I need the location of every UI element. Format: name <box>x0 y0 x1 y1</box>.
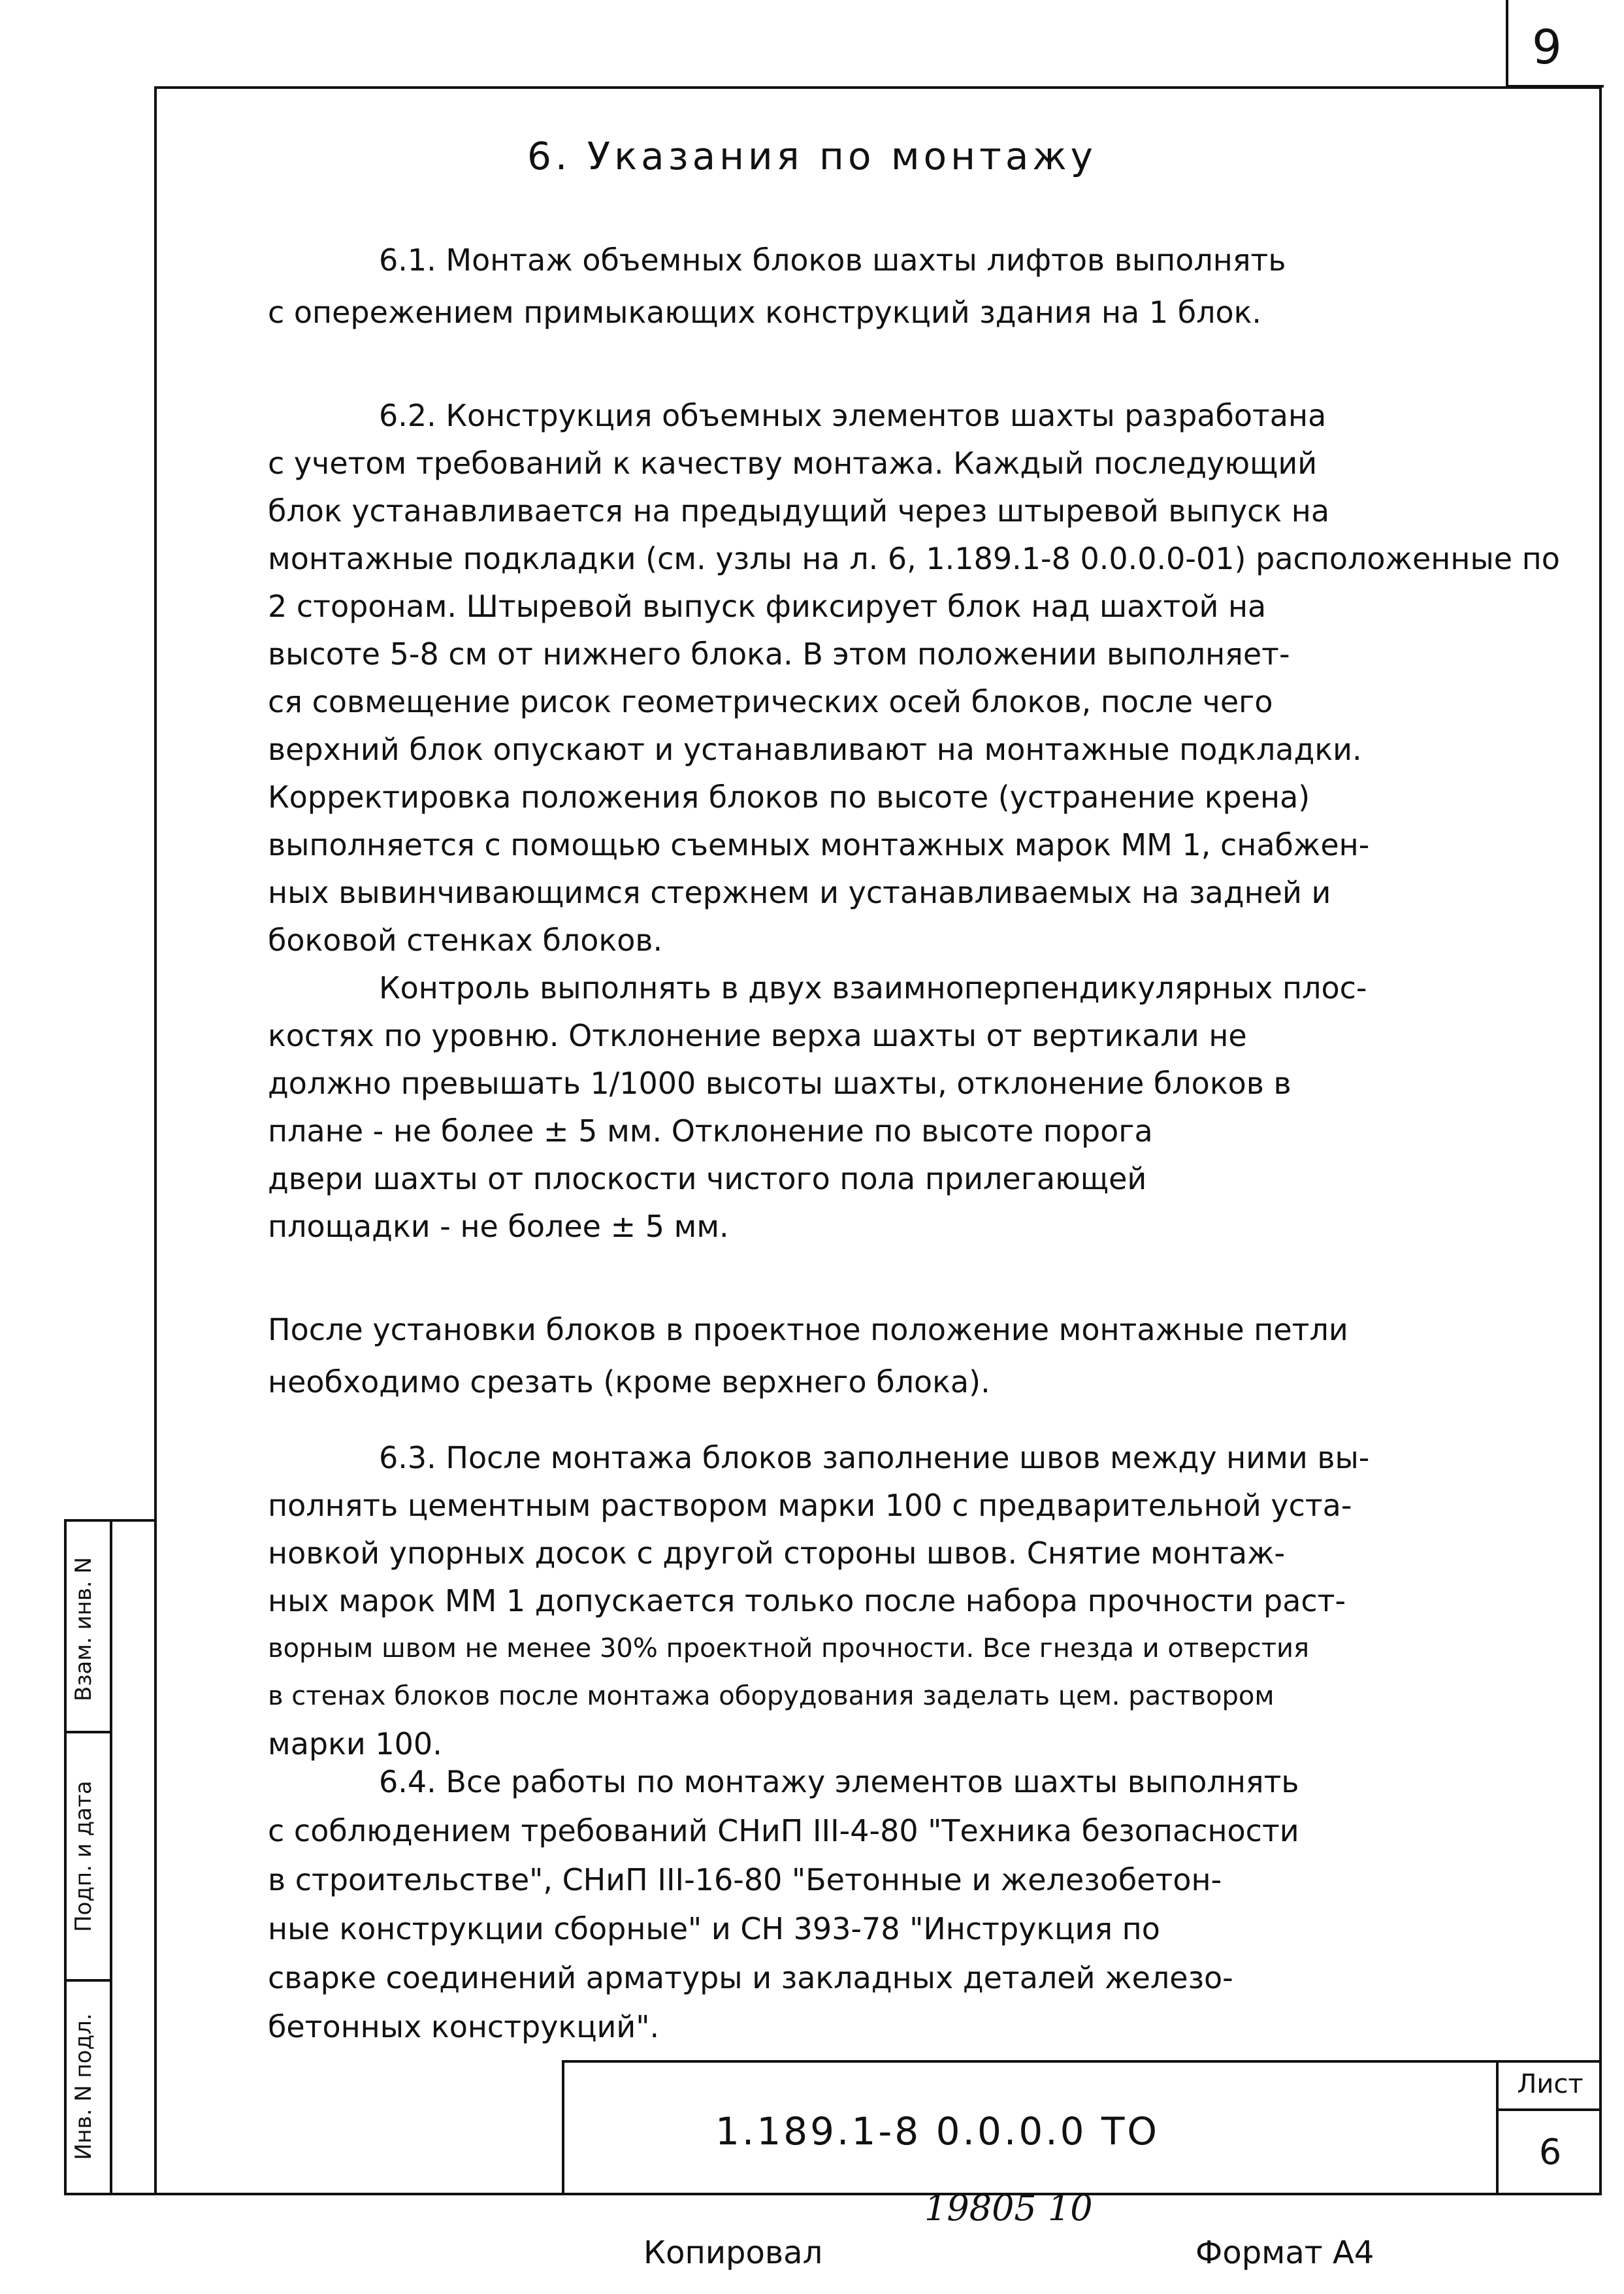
text-line: боковой стенках блоков. <box>268 923 663 958</box>
text-line: в стенах блоков после монтажа оборудования заделать цем. раствором <box>268 1681 1275 1711</box>
text-line: новкой упорных досок с другой стороны швов. Снятие монтаж- <box>268 1535 1286 1571</box>
text-line: 2 сторонам. Штыревой выпуск фиксирует блок над шахтой на <box>268 589 1267 624</box>
text-line: блок устанавливается на предыдущий через штыревой выпуск на <box>268 493 1330 529</box>
sheet-cell <box>1496 2060 1602 2195</box>
section-6-2 <box>268 392 1561 1251</box>
text-line: монтажные подкладки (см. узлы на л. 6, 1.189.1-8 0.0.0.0-01) расположенные по <box>268 541 1560 576</box>
section-6-1 <box>268 234 1561 338</box>
text-line: двери шахты от плоскости чистого пола прилегающей <box>268 1161 1147 1196</box>
text-line: площадки - не более ± 5 мм. <box>268 1209 729 1244</box>
text-line: полнять цементным раствором марки 100 с предварительной уста- <box>268 1488 1352 1523</box>
margin-stamp <box>64 1519 155 2195</box>
text-line: ворным швом не менее 30% проектной прочности. Все гнезда и отверстия <box>268 1633 1310 1663</box>
stamp-vzam-inv: Взам. инв. N <box>71 1557 97 1702</box>
text-line: 6.3. После монтажа блоков заполнение швов между ними вы- <box>379 1440 1370 1475</box>
text-line: ные конструкции сборные" и СН 393-78 "Инструкция по <box>268 1911 1160 1946</box>
text-line: Корректировка положения блоков по высоте (устранение крена) <box>268 779 1310 815</box>
page-title: 6. Указания по монтажу <box>527 134 1097 178</box>
text-line: ных марок ММ 1 допускается только после набора прочности раст- <box>268 1583 1346 1618</box>
sheet-number-rule <box>1506 0 1508 86</box>
after-install-note <box>268 1303 1561 1408</box>
text-line: с учетом требований к качеству монтажа. Каждый последующий <box>268 446 1318 481</box>
text-line: Контроль выполнять в двух взаимноперпендикулярных плос- <box>379 970 1367 1006</box>
section-6-3 <box>268 1434 1561 1768</box>
stamp-divider <box>67 1979 112 1982</box>
stamp-inv-podl: Инв. N подл. <box>71 2013 97 2161</box>
text-line: необходимо срезать (кроме верхнего блока). <box>268 1364 990 1400</box>
text-line: должно превышать 1/1000 высоты шахты, отклонение блоков в <box>268 1066 1291 1101</box>
text-line: плане - не более ± 5 мм. Отклонение по высоте порога <box>268 1113 1153 1149</box>
handwritten-number: 19805 10 <box>924 2187 1093 2229</box>
format-label: Формат А4 <box>1195 2235 1374 2271</box>
sheet-value: 6 <box>1538 2131 1562 2172</box>
text-line: в строительстве", СНиП III-16-80 "Бетонные и железобетон- <box>268 1862 1222 1897</box>
text-line: верхний блок опускают и устанавливают на монтажные подкладки. <box>268 732 1362 767</box>
text-line: высоте 5-8 см от нижнего блока. В этом положении выполняет- <box>268 636 1290 672</box>
text-line: с опережением примыкающих конструкций здания на 1 блок. <box>268 295 1262 330</box>
text-line: выполняется с помощью съемных монтажных марок ММ 1, снабжен- <box>268 827 1370 862</box>
section-6-4 <box>268 1758 1561 2052</box>
text-line: сварке соединений арматуры и закладных деталей железо- <box>268 1960 1233 1995</box>
page-number: 9 <box>1532 20 1562 74</box>
copied-label: Копировал <box>643 2235 823 2271</box>
text-line: ся совмещение рисок геометрических осей блоков, после чего <box>268 684 1273 719</box>
text-line: бетонных конструкций". <box>268 2009 660 2044</box>
text-line: 6.1. Монтаж объемных блоков шахты лифтов выполнять <box>379 242 1286 278</box>
stamp-divider <box>67 1731 112 1733</box>
text-line: марки 100. <box>268 1726 442 1761</box>
text-line: ных вывинчивающимся стержнем и устанавливаемых на задней и <box>268 875 1331 910</box>
sheet-label: Лист <box>1499 2060 1602 2111</box>
text-line: с соблюдением требований СНиП III-4-80 "Техника безопасности <box>268 1813 1299 1848</box>
text-line: После установки блоков в проектное положение монтажные петли <box>268 1312 1348 1347</box>
text-line: костях по уровню. Отклонение верха шахты от вертикали не <box>268 1018 1247 1053</box>
text-line: 6.2. Конструкция объемных элементов шахты разработана <box>379 398 1327 433</box>
text-line: 6.4. Все работы по монтажу элементов шахты выполнять <box>379 1764 1299 1799</box>
stamp-podp-data: Подп. и дата <box>71 1780 97 1933</box>
document-number: 1.189.1-8 0.0.0.0 ТО <box>715 2109 1160 2154</box>
